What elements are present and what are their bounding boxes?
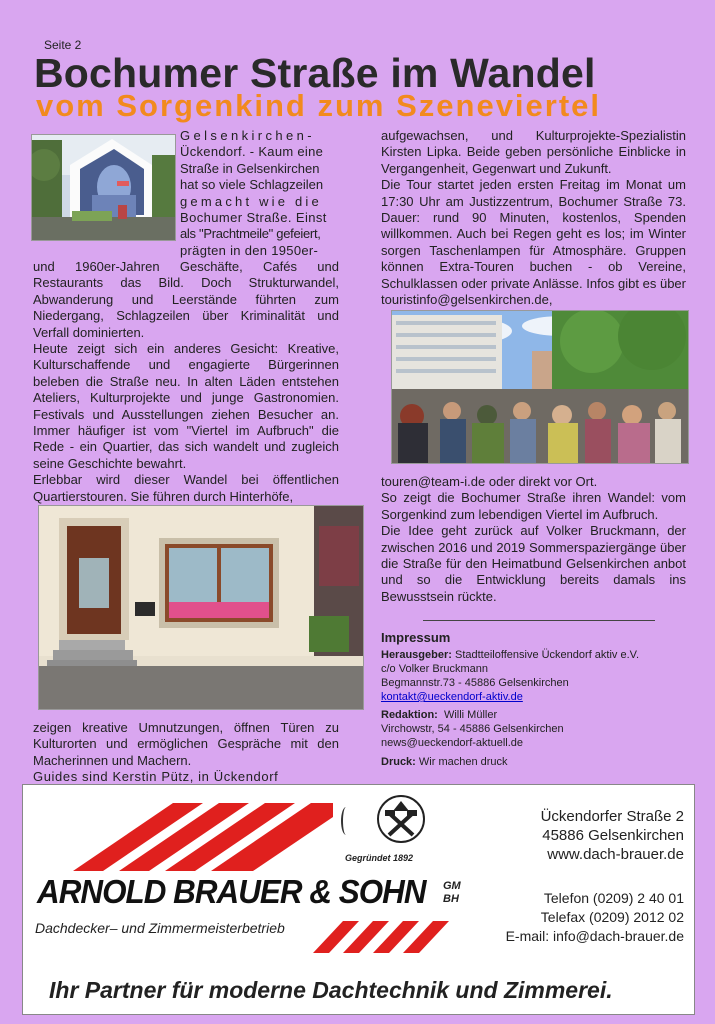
imprint-publisher-address: Begmannstr.73 - 45886 Gelsenkirchen — [381, 677, 569, 689]
company-website[interactable]: www.dach-brauer.de — [547, 846, 684, 863]
company-fax: Telefax (0209) 2012 02 — [540, 909, 684, 925]
article-line: hat so viele Schlagzeilen — [180, 177, 324, 193]
imprint-publisher-label: Herausgeber: — [381, 649, 452, 661]
article-col2-bottom — [381, 474, 686, 605]
article-line: gemacht wie die — [180, 193, 322, 209]
article-paragraph: und 1960er-Jahren Geschäfte, Cafés und Restaurants das Bild. Doch Strukturwandel, Abwanderung und Leerstände führten zum Niedergang, Schlagzeilen über Kriminalität und Verfall dominierten. — [33, 259, 339, 340]
article-col1-bottom — [33, 720, 339, 786]
article-line: prägten in den 1950er- — [180, 242, 319, 258]
article-line: Gelsenkirchen- — [180, 128, 316, 143]
imprint-publisher — [381, 648, 639, 704]
founded-note: Gegründet 1892 — [345, 853, 414, 863]
article-paragraph: touren@team-i.de oder direkt vor Ort. — [381, 474, 598, 489]
imprint-editor-label: Redaktion: — [381, 709, 438, 721]
article-paragraph: Guides sind Kerstin Pütz, in Ückendorf — [33, 769, 279, 785]
imprint-editor-name: Willi Müller — [443, 709, 498, 721]
divider — [423, 620, 655, 621]
imprint-publisher-co: c/o Volker Bruckmann — [381, 663, 488, 675]
article-col1-wrap — [180, 128, 340, 259]
shopfront-photo — [38, 505, 364, 710]
mural-photo — [31, 134, 176, 241]
company-legal-form: GM BH — [443, 880, 461, 905]
small-arc-icon — [341, 807, 351, 835]
company-slogan: Ihr Partner für moderne Dachtechnik und Zimmerei. — [49, 977, 613, 1003]
imprint-print — [381, 755, 508, 769]
page-label: Seite 2 — [44, 38, 82, 52]
company-contact — [506, 889, 684, 946]
article-line: Ückendorf. - Kaum eine — [180, 144, 324, 160]
roof-logo — [33, 793, 353, 881]
article-line: Bochumer Straße. Einst — [180, 210, 327, 226]
page-subtitle: vom Sorgenkind zum Szeneviertel — [36, 88, 602, 123]
imprint-editor-email: news@ueckendorf-aktuell.de — [381, 737, 524, 749]
roof-stripes-logo — [303, 917, 453, 957]
company-name: ARNOLD BRAUER & SOHN — [37, 873, 426, 910]
article-paragraph: So zeigt die Bochumer Straße ihren Wandel: vom Sorgenkind zum lebendigen Viertel im Aufbruch. — [381, 490, 686, 522]
article-col1-body — [33, 259, 339, 505]
imprint-publisher-email-link[interactable]: kontakt@ueckendorf-aktiv.de — [381, 691, 523, 703]
article-paragraph: Die Idee geht zurück auf Volker Bruckmann, der zwischen 2016 und 2019 Sommerspaziergänge über die Straße für den Heimatbund Gelsenkirchen anbot und so die Entwicklung bereits damals ins Bewusstsein rückte. — [381, 523, 686, 604]
company-address — [541, 807, 684, 864]
article-paragraph: aufgewachsen, und Kulturprojekte-Spezialistin Kirsten Lipka. Beide geben persönliche Einblicke in Vergangenheit, Gegenwart und Zukunft. — [381, 128, 686, 176]
imprint-print-label: Druck: — [381, 756, 416, 768]
company-trade: Dachdecker– und Zimmermeisterbetrieb — [35, 920, 285, 936]
company-street: Ückendorfer Straße 2 — [540, 808, 684, 825]
article-paragraph: Die Tour startet jeden ersten Freitag im Monat um 17:30 Uhr am Justizzentrum, Bochumer Straße 73. Dauer: rund 90 Minuten, kostenlos, Spenden willkommen. Auch bei Regen geht es los; im Winter sorgen Taschenlampen für Atmosphäre. Gruppen können Extra-Touren buchen - ob Vereine, Schulklassen oder private Anlässe. Infos gibt es über touristinfo@gelsenkirchen.de, — [381, 177, 686, 308]
company-city: 45886 Gelsenkirchen — [542, 827, 684, 844]
article-line: Straße in Gelsenkirchen — [180, 160, 320, 176]
imprint-print-name: Wir machen druck — [418, 756, 508, 768]
imprint-title: Impressum — [381, 630, 451, 645]
article-paragraph: Erlebbar wird dieser Wandel bei öffentlichen Quartierstouren. Sie führen durch Hinterhöfe, — [33, 472, 339, 504]
advertisement — [22, 784, 695, 1015]
article-paragraph: zeigen kreative Umnutzungen, öffnen Türen zu Kulturorten und ermöglichen Gespräche mit den Macherinnen und Machern. — [33, 720, 339, 768]
imprint-publisher-name: Stadtteiloffensive Ückendorf aktiv e.V. — [454, 649, 640, 661]
article-col2-top — [381, 128, 686, 308]
company-email[interactable]: E-mail: info@dach-brauer.de — [505, 928, 684, 944]
article-paragraph: Heute zeigt sich ein anderes Gesicht: Kreative, Kulturschaffende und engagierte Bürgerinnen beleben die Straße neu. In alten Läden entstehen Ateliers, Kulturprojekte und junge Gastronomien. Festivals und Ausstellungen ziehen Besucher an. Immer häufiger ist vom "Viertel im Aufbruch" die Rede - ein Quartier, das sich wandelt und zugleich seine Geschichte bewahrt. — [33, 341, 339, 471]
tour-group-photo — [391, 310, 689, 464]
page-title: Bochumer Straße im Wandel — [34, 50, 596, 96]
guild-emblem-icon — [375, 793, 427, 845]
company-phone: Telefon (0209) 2 40 01 — [543, 890, 684, 906]
article-line: als "Prachtmeile" gefeiert, — [180, 226, 321, 242]
imprint-editor — [381, 708, 564, 750]
imprint-editor-address: Virchowstr, 54 - 45886 Gelsenkirchen — [381, 723, 564, 735]
